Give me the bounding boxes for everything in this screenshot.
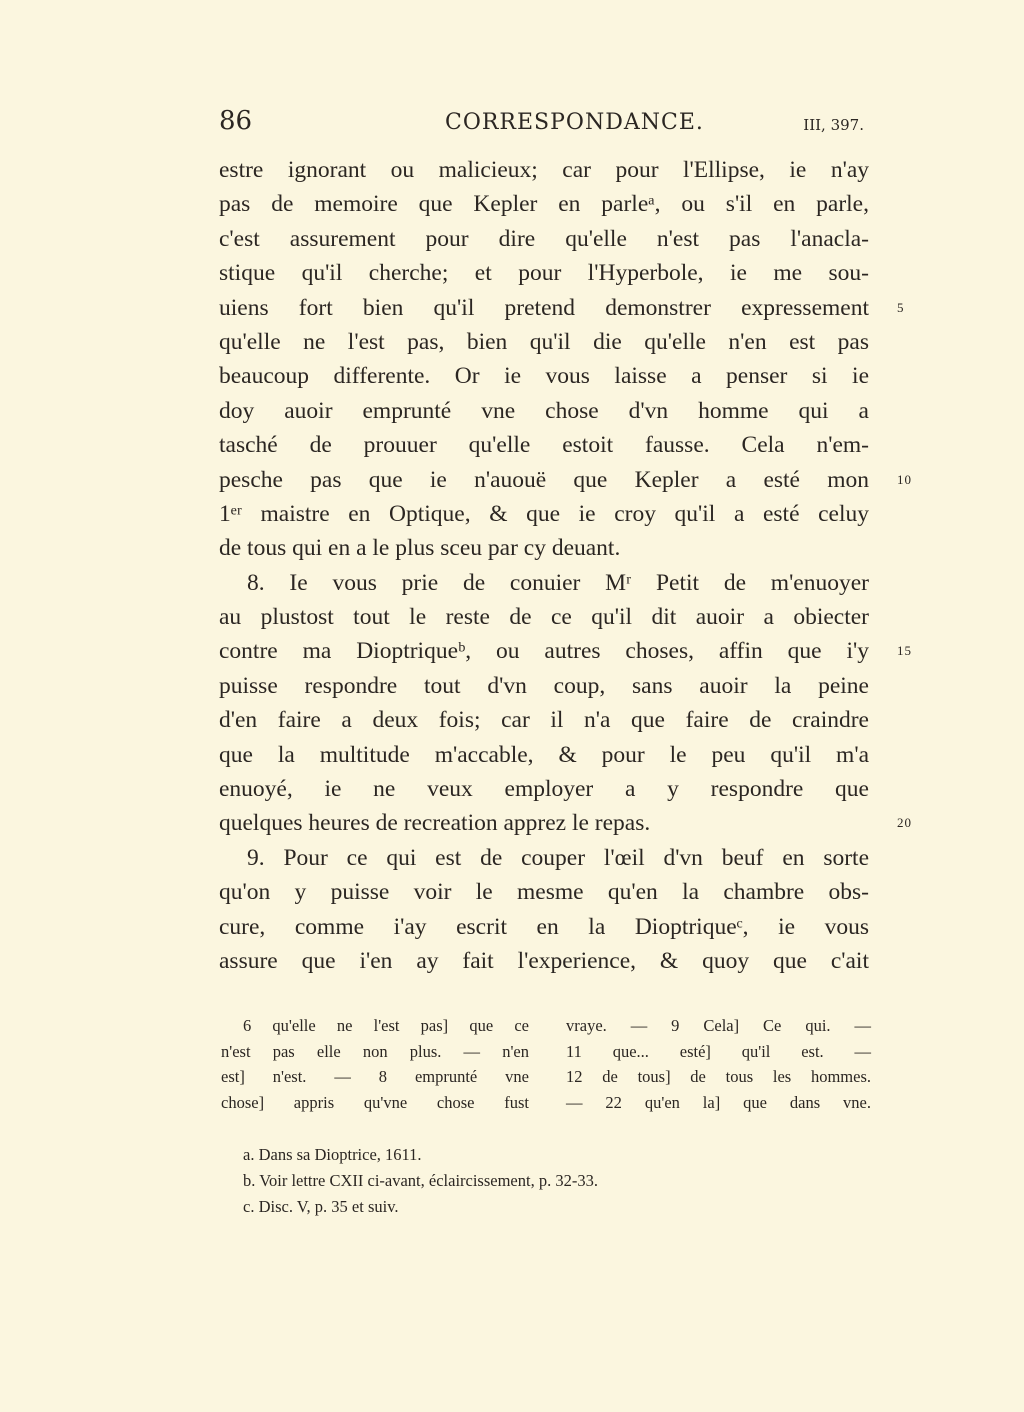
line-text: tasché de prouuer qu'elle estoit fausse. Cela n'em- bbox=[219, 432, 869, 459]
line-text: que la multitude m'accable, & pour le peu qu'il m'a bbox=[219, 741, 869, 768]
text-line bbox=[219, 497, 869, 531]
text-line bbox=[219, 806, 912, 840]
line-text: assure que i'en ay fait l'experience, & quoy que c'ait bbox=[219, 947, 869, 974]
variant-readings bbox=[221, 1013, 871, 1123]
text-line bbox=[219, 187, 869, 221]
text-line bbox=[219, 325, 869, 359]
variant-line: 12 de tous] de tous les hommes. bbox=[566, 1067, 871, 1086]
line-text: enuoyé, ie ne veux employer a y respondre que bbox=[219, 776, 869, 803]
line-text: d'en faire a deux fois; car il n'a que faire de craindre bbox=[219, 707, 869, 734]
line-text: au plustost tout le reste de ce qu'il dit auoir a obiecter bbox=[219, 604, 869, 631]
page-reference: III, 397. bbox=[803, 116, 864, 134]
line-text: c'est assurement pour dire qu'elle n'est pas l'anacla- bbox=[219, 225, 869, 252]
line-number: 10 bbox=[897, 471, 912, 487]
text-line bbox=[219, 291, 905, 325]
variant-line: est] n'est. — 8 emprunté vne bbox=[221, 1067, 529, 1086]
line-text: de tous qui en a le plus sceu par cy deuant. bbox=[219, 535, 621, 562]
variant-line: 6 qu'elle ne l'est pas] que ce bbox=[243, 1016, 529, 1035]
text-line bbox=[219, 153, 869, 187]
line-text: qu'on y puisse voir le mesme qu'en la chambre obs- bbox=[219, 879, 869, 906]
line-text: uiens fort bien qu'il pretend demonstrer expressement bbox=[219, 294, 869, 321]
variant-line: n'est pas elle non plus. — n'en bbox=[221, 1041, 529, 1061]
text-line bbox=[219, 600, 869, 634]
line-number: 5 bbox=[897, 299, 905, 315]
line-number: 20 bbox=[897, 815, 912, 831]
text-line bbox=[219, 566, 869, 600]
variant-line: chose] appris qu'vne chose fust bbox=[221, 1092, 529, 1112]
footnote-c: c. Disc. V, p. 35 et suiv. bbox=[243, 1197, 399, 1216]
variant-line: — 22 qu'en la] que dans vne. bbox=[566, 1092, 871, 1112]
text-line bbox=[219, 875, 869, 909]
line-text: qu'elle ne l'est pas, bien qu'il die qu'elle n'en est pas bbox=[219, 328, 869, 355]
text-line bbox=[219, 910, 869, 944]
line-text: quelques heures de recreation apprez le repas. bbox=[219, 810, 651, 837]
text-line bbox=[219, 531, 869, 565]
footnotes bbox=[243, 1142, 863, 1220]
text-line bbox=[219, 738, 869, 772]
line-text: 8. Ie vous prie de conuier Mʳ Petit de m'enuoyer bbox=[247, 569, 869, 596]
text-line bbox=[219, 359, 869, 393]
line-text: cure, comme i'ay escrit en la Dioptriqueᶜ, ie vous bbox=[219, 913, 869, 940]
line-text: stique qu'il cherche; et pour l'Hyperbole, ie me sou- bbox=[219, 260, 869, 287]
line-text: beaucoup differente. Or ie vous laisse a penser si ie bbox=[219, 363, 869, 390]
text-line bbox=[219, 944, 869, 978]
footnote-b: b. Voir lettre CXII ci-avant, éclaircissement, p. 32-33. bbox=[243, 1171, 598, 1190]
text-line bbox=[219, 772, 869, 806]
text-line bbox=[219, 669, 869, 703]
text-line bbox=[219, 256, 869, 290]
variant-line: vraye. — 9 Cela] Ce qui. — bbox=[566, 1016, 871, 1035]
line-text: pesche pas que ie n'auouë que Kepler a esté mon bbox=[219, 466, 869, 493]
text-line bbox=[219, 394, 869, 428]
line-text: puisse respondre tout d'vn coup, sans auoir la peine bbox=[219, 672, 869, 699]
text-line bbox=[219, 222, 869, 256]
line-text: 1ᵉʳ maistre en Optique, & que ie croy qu'il a esté celuy bbox=[219, 500, 869, 527]
text-line bbox=[219, 841, 869, 875]
text-line bbox=[219, 703, 869, 737]
line-text: pas de memoire que Kepler en parleᵃ, ou s'il en parle, bbox=[219, 191, 869, 218]
text-line bbox=[219, 463, 912, 497]
running-title: CORRESPONDANCE. bbox=[445, 110, 704, 135]
variant-column-left bbox=[221, 1013, 529, 1115]
line-text: doy auoir emprunté vne chose d'vn homme qui a bbox=[219, 397, 869, 424]
variant-line: 11 que... esté] qu'il est. — bbox=[566, 1041, 871, 1061]
line-text: contre ma Dioptriqueᵇ, ou autres choses, affin que i'y bbox=[219, 638, 869, 665]
variant-column-right bbox=[566, 1013, 871, 1115]
line-text: 9. Pour ce qui est de couper l'œil d'vn beuf en sorte bbox=[247, 844, 869, 871]
text-line bbox=[219, 428, 869, 462]
footnote-a: a. Dans sa Dioptrice, 1611. bbox=[243, 1145, 422, 1164]
main-text bbox=[219, 153, 912, 978]
line-number: 15 bbox=[897, 643, 912, 659]
line-text: estre ignorant ou malicieux; car pour l'Ellipse, ie n'ay bbox=[219, 157, 869, 183]
page-number: 86 bbox=[219, 106, 253, 136]
page-header bbox=[219, 104, 866, 144]
text-line bbox=[219, 634, 912, 668]
